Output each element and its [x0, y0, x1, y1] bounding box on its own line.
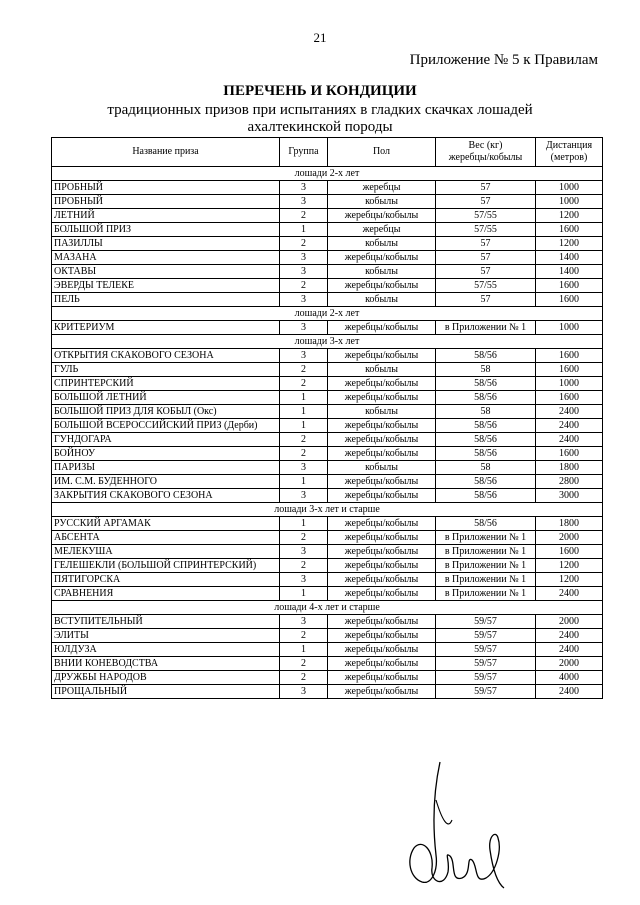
cell-prize-name: ОКТАВЫ	[52, 265, 280, 279]
cell-group: 2	[280, 377, 328, 391]
cell-prize-name: ИМ. С.М. БУДЕННОГО	[52, 475, 280, 489]
cell-prize-name: ПЯТИГОРСКА	[52, 573, 280, 587]
cell-sex: жеребцы/кобылы	[328, 685, 436, 699]
table-row	[52, 349, 603, 363]
cell-prize-name: ЭЛИТЫ	[52, 629, 280, 643]
cell-group: 2	[280, 531, 328, 545]
cell-sex: кобылы	[328, 293, 436, 307]
cell-group: 3	[280, 615, 328, 629]
cell-group: 1	[280, 391, 328, 405]
cell-distance: 1200	[536, 559, 603, 573]
table-row	[52, 629, 603, 643]
cell-group: 1	[280, 643, 328, 657]
cell-distance: 1600	[536, 391, 603, 405]
cell-group: 2	[280, 657, 328, 671]
cell-prize-name: ОТКРЫТИЯ СКАКОВОГО СЕЗОНА	[52, 349, 280, 363]
cell-sex: жеребцы/кобылы	[328, 377, 436, 391]
table-row	[52, 433, 603, 447]
table-row	[52, 181, 603, 195]
table-row	[52, 475, 603, 489]
cell-sex: жеребцы/кобылы	[328, 209, 436, 223]
cell-weight: в Приложении № 1	[436, 545, 536, 559]
cell-group: 1	[280, 405, 328, 419]
header-distance	[536, 138, 603, 167]
subtitle-line-1: традиционных призов при испытаниях в гладких скачках лошадей	[107, 102, 533, 118]
cell-group: 3	[280, 685, 328, 699]
section-row	[52, 307, 603, 321]
cell-distance: 4000	[536, 671, 603, 685]
cell-group: 1	[280, 587, 328, 601]
cell-sex: жеребцы/кобылы	[328, 489, 436, 503]
table-row	[52, 209, 603, 223]
cell-weight: 59/57	[436, 657, 536, 671]
cell-prize-name: БОЛЬШОЙ ПРИЗ	[52, 223, 280, 237]
cell-distance: 1600	[536, 545, 603, 559]
cell-weight: 59/57	[436, 615, 536, 629]
table-row	[52, 643, 603, 657]
header-distance-text: Дистанция (метров)	[545, 140, 593, 163]
cell-weight: 58	[436, 363, 536, 377]
cell-distance: 2400	[536, 643, 603, 657]
table-row	[52, 223, 603, 237]
cell-weight: 58/56	[436, 475, 536, 489]
cell-distance: 2400	[536, 587, 603, 601]
cell-sex: жеребцы/кобылы	[328, 433, 436, 447]
document-title: ПЕРЕЧЕНЬ И КОНДИЦИИ	[223, 83, 417, 99]
cell-prize-name: ПАЗИЛЛЫ	[52, 237, 280, 251]
header-sex: Пол	[328, 138, 436, 167]
cell-distance: 2000	[536, 657, 603, 671]
cell-group: 2	[280, 209, 328, 223]
cell-prize-name: СПРИНТЕРСКИЙ	[52, 377, 280, 391]
table-row	[52, 447, 603, 461]
cell-prize-name: БОЛЬШОЙ ПРИЗ ДЛЯ КОБЫЛ (Окс)	[52, 405, 280, 419]
cell-distance: 1000	[536, 195, 603, 209]
cell-distance: 1600	[536, 349, 603, 363]
prizes-table	[51, 137, 603, 699]
cell-group: 3	[280, 573, 328, 587]
cell-distance: 1800	[536, 461, 603, 475]
cell-distance: 1800	[536, 517, 603, 531]
cell-sex: жеребцы/кобылы	[328, 573, 436, 587]
cell-sex: жеребцы/кобылы	[328, 475, 436, 489]
cell-group: 2	[280, 671, 328, 685]
cell-prize-name: ПАРИЗЫ	[52, 461, 280, 475]
cell-prize-name: ГУЛЬ	[52, 363, 280, 377]
cell-weight: 57	[436, 265, 536, 279]
cell-weight: 57	[436, 293, 536, 307]
cell-sex: кобылы	[328, 237, 436, 251]
cell-sex: жеребцы/кобылы	[328, 671, 436, 685]
cell-group: 3	[280, 349, 328, 363]
cell-group: 2	[280, 433, 328, 447]
cell-weight: 58/56	[436, 517, 536, 531]
cell-prize-name: ЮЛДУЗА	[52, 643, 280, 657]
cell-prize-name: ЛЕТНИЙ	[52, 209, 280, 223]
table-header-row	[52, 138, 603, 167]
cell-distance: 1600	[536, 223, 603, 237]
cell-prize-name: АБСЕНТА	[52, 531, 280, 545]
cell-prize-name: ПРОБНЫЙ	[52, 181, 280, 195]
cell-prize-name: ГЕЛЕШЕКЛИ (БОЛЬШОЙ СПРИНТЕРСКИЙ)	[52, 559, 280, 573]
cell-weight: 58	[436, 405, 536, 419]
cell-distance: 2400	[536, 629, 603, 643]
section-label: лошади 3-х лет	[52, 335, 603, 349]
cell-distance: 1200	[536, 573, 603, 587]
cell-prize-name: ЭВЕРДЫ ТЕЛЕКЕ	[52, 279, 280, 293]
cell-prize-name: БОЛЬШОЙ ВСЕРОССИЙСКИЙ ПРИЗ (Дерби)	[52, 419, 280, 433]
cell-prize-name: ЗАКРЫТИЯ СКАКОВОГО СЕЗОНА	[52, 489, 280, 503]
cell-prize-name: ВНИИ КОНЕВОДСТВА	[52, 657, 280, 671]
cell-sex: жеребцы/кобылы	[328, 587, 436, 601]
cell-prize-name: СРАВНЕНИЯ	[52, 587, 280, 601]
cell-group: 3	[280, 195, 328, 209]
section-label: лошади 4-х лет и старше	[52, 601, 603, 615]
cell-group: 2	[280, 559, 328, 573]
section-row	[52, 167, 603, 181]
cell-sex: жеребцы	[328, 181, 436, 195]
table-row	[52, 419, 603, 433]
cell-prize-name: ПЕЛЬ	[52, 293, 280, 307]
cell-weight: 57	[436, 251, 536, 265]
table-row	[52, 237, 603, 251]
table-row	[52, 531, 603, 545]
cell-weight: 58	[436, 461, 536, 475]
cell-sex: жеребцы/кобылы	[328, 517, 436, 531]
table-row	[52, 377, 603, 391]
cell-sex: жеребцы/кобылы	[328, 279, 436, 293]
table-row	[52, 405, 603, 419]
table-row	[52, 559, 603, 573]
table-row	[52, 461, 603, 475]
cell-weight: 57	[436, 237, 536, 251]
section-row	[52, 601, 603, 615]
table-row	[52, 587, 603, 601]
cell-distance: 2400	[536, 419, 603, 433]
section-label: лошади 2-х лет	[52, 307, 603, 321]
header-prize-name: Название приза	[52, 138, 280, 167]
cell-distance: 1200	[536, 237, 603, 251]
table-row	[52, 321, 603, 335]
cell-weight: 57/55	[436, 279, 536, 293]
cell-prize-name: БОЙНОУ	[52, 447, 280, 461]
cell-distance: 1400	[536, 251, 603, 265]
cell-distance: 1000	[536, 321, 603, 335]
cell-weight: в Приложении № 1	[436, 559, 536, 573]
cell-weight: 58/56	[436, 447, 536, 461]
cell-group: 2	[280, 447, 328, 461]
cell-sex: жеребцы/кобылы	[328, 615, 436, 629]
cell-distance: 3000	[536, 489, 603, 503]
table-row	[52, 685, 603, 699]
cell-distance: 1600	[536, 293, 603, 307]
cell-sex: жеребцы/кобылы	[328, 349, 436, 363]
table-row	[52, 489, 603, 503]
cell-prize-name: ПРОЩАЛЬНЫЙ	[52, 685, 280, 699]
cell-sex: жеребцы/кобылы	[328, 321, 436, 335]
cell-sex: жеребцы/кобылы	[328, 629, 436, 643]
cell-sex: жеребцы/кобылы	[328, 251, 436, 265]
table-row	[52, 545, 603, 559]
cell-group: 1	[280, 223, 328, 237]
cell-sex: жеребцы/кобылы	[328, 419, 436, 433]
cell-sex: жеребцы/кобылы	[328, 657, 436, 671]
cell-prize-name: ГУНДОГАРА	[52, 433, 280, 447]
section-label: лошади 3-х лет и старше	[52, 503, 603, 517]
header-group: Группа	[280, 138, 328, 167]
cell-distance: 2000	[536, 615, 603, 629]
cell-weight: 59/57	[436, 685, 536, 699]
cell-sex: кобылы	[328, 363, 436, 377]
cell-prize-name: РУССКИЙ АРГАМАК	[52, 517, 280, 531]
cell-distance: 1000	[536, 181, 603, 195]
document-subtitle	[0, 102, 640, 136]
cell-sex: кобылы	[328, 461, 436, 475]
cell-group: 2	[280, 237, 328, 251]
cell-sex: жеребцы/кобылы	[328, 391, 436, 405]
cell-weight: 58/56	[436, 419, 536, 433]
cell-distance: 1600	[536, 279, 603, 293]
cell-weight: 58/56	[436, 489, 536, 503]
cell-group: 3	[280, 461, 328, 475]
cell-distance: 2400	[536, 405, 603, 419]
cell-prize-name: БОЛЬШОЙ ЛЕТНИЙ	[52, 391, 280, 405]
cell-group: 3	[280, 181, 328, 195]
section-row	[52, 335, 603, 349]
cell-weight: в Приложении № 1	[436, 573, 536, 587]
table-row	[52, 671, 603, 685]
cell-weight: 58/56	[436, 433, 536, 447]
cell-group: 1	[280, 517, 328, 531]
cell-prize-name: КРИТЕРИУМ	[52, 321, 280, 335]
table-row	[52, 573, 603, 587]
table-row	[52, 279, 603, 293]
cell-weight: 59/57	[436, 629, 536, 643]
cell-weight: в Приложении № 1	[436, 531, 536, 545]
cell-weight: 59/57	[436, 671, 536, 685]
cell-group: 3	[280, 251, 328, 265]
cell-sex: жеребцы/кобылы	[328, 447, 436, 461]
cell-sex: кобылы	[328, 405, 436, 419]
cell-weight: 59/57	[436, 643, 536, 657]
cell-sex: кобылы	[328, 265, 436, 279]
signature	[392, 760, 512, 895]
table-row	[52, 265, 603, 279]
cell-distance: 2000	[536, 531, 603, 545]
cell-weight: 57/55	[436, 223, 536, 237]
table-row	[52, 657, 603, 671]
table-row	[52, 517, 603, 531]
cell-group: 2	[280, 363, 328, 377]
cell-prize-name: ПРОБНЫЙ	[52, 195, 280, 209]
section-label: лошади 2-х лет	[52, 167, 603, 181]
cell-sex: жеребцы	[328, 223, 436, 237]
cell-distance: 2400	[536, 433, 603, 447]
cell-group: 3	[280, 321, 328, 335]
cell-group: 2	[280, 629, 328, 643]
cell-distance: 1400	[536, 265, 603, 279]
cell-distance: 1600	[536, 447, 603, 461]
cell-distance: 1000	[536, 377, 603, 391]
cell-distance: 2400	[536, 685, 603, 699]
cell-sex: жеребцы/кобылы	[328, 545, 436, 559]
table-row	[52, 363, 603, 377]
cell-weight: 57	[436, 195, 536, 209]
cell-sex: жеребцы/кобылы	[328, 559, 436, 573]
table-body	[52, 167, 603, 699]
cell-sex: жеребцы/кобылы	[328, 531, 436, 545]
cell-distance: 1200	[536, 209, 603, 223]
page-number: 21	[313, 30, 327, 45]
cell-group: 1	[280, 419, 328, 433]
cell-prize-name: ВСТУПИТЕЛЬНЫЙ	[52, 615, 280, 629]
cell-prize-name: ДРУЖБЫ НАРОДОВ	[52, 671, 280, 685]
cell-weight: 58/56	[436, 391, 536, 405]
cell-distance: 2800	[536, 475, 603, 489]
cell-prize-name: МЕЛЕКУША	[52, 545, 280, 559]
cell-sex: жеребцы/кобылы	[328, 643, 436, 657]
cell-group: 3	[280, 293, 328, 307]
appendix-note: Приложение № 5 к Правилам	[409, 52, 598, 68]
cell-weight: в Приложении № 1	[436, 321, 536, 335]
section-row	[52, 503, 603, 517]
cell-weight: 58/56	[436, 349, 536, 363]
table-row	[52, 293, 603, 307]
cell-distance: 1600	[536, 363, 603, 377]
cell-weight: 57	[436, 181, 536, 195]
cell-weight: 58/56	[436, 377, 536, 391]
table-row	[52, 391, 603, 405]
cell-prize-name: МАЗАНА	[52, 251, 280, 265]
cell-group: 2	[280, 279, 328, 293]
cell-weight: в Приложении № 1	[436, 587, 536, 601]
table-row	[52, 251, 603, 265]
table-row	[52, 615, 603, 629]
cell-group: 1	[280, 475, 328, 489]
cell-group: 3	[280, 545, 328, 559]
cell-sex: кобылы	[328, 195, 436, 209]
cell-group: 3	[280, 489, 328, 503]
header-weight-text: Вес (кг) жеребцы/кобылы	[448, 140, 523, 163]
subtitle-line-2: ахалтекинской породы	[247, 119, 393, 135]
table-row	[52, 195, 603, 209]
cell-group: 3	[280, 265, 328, 279]
cell-weight: 57/55	[436, 209, 536, 223]
header-weight	[436, 138, 536, 167]
